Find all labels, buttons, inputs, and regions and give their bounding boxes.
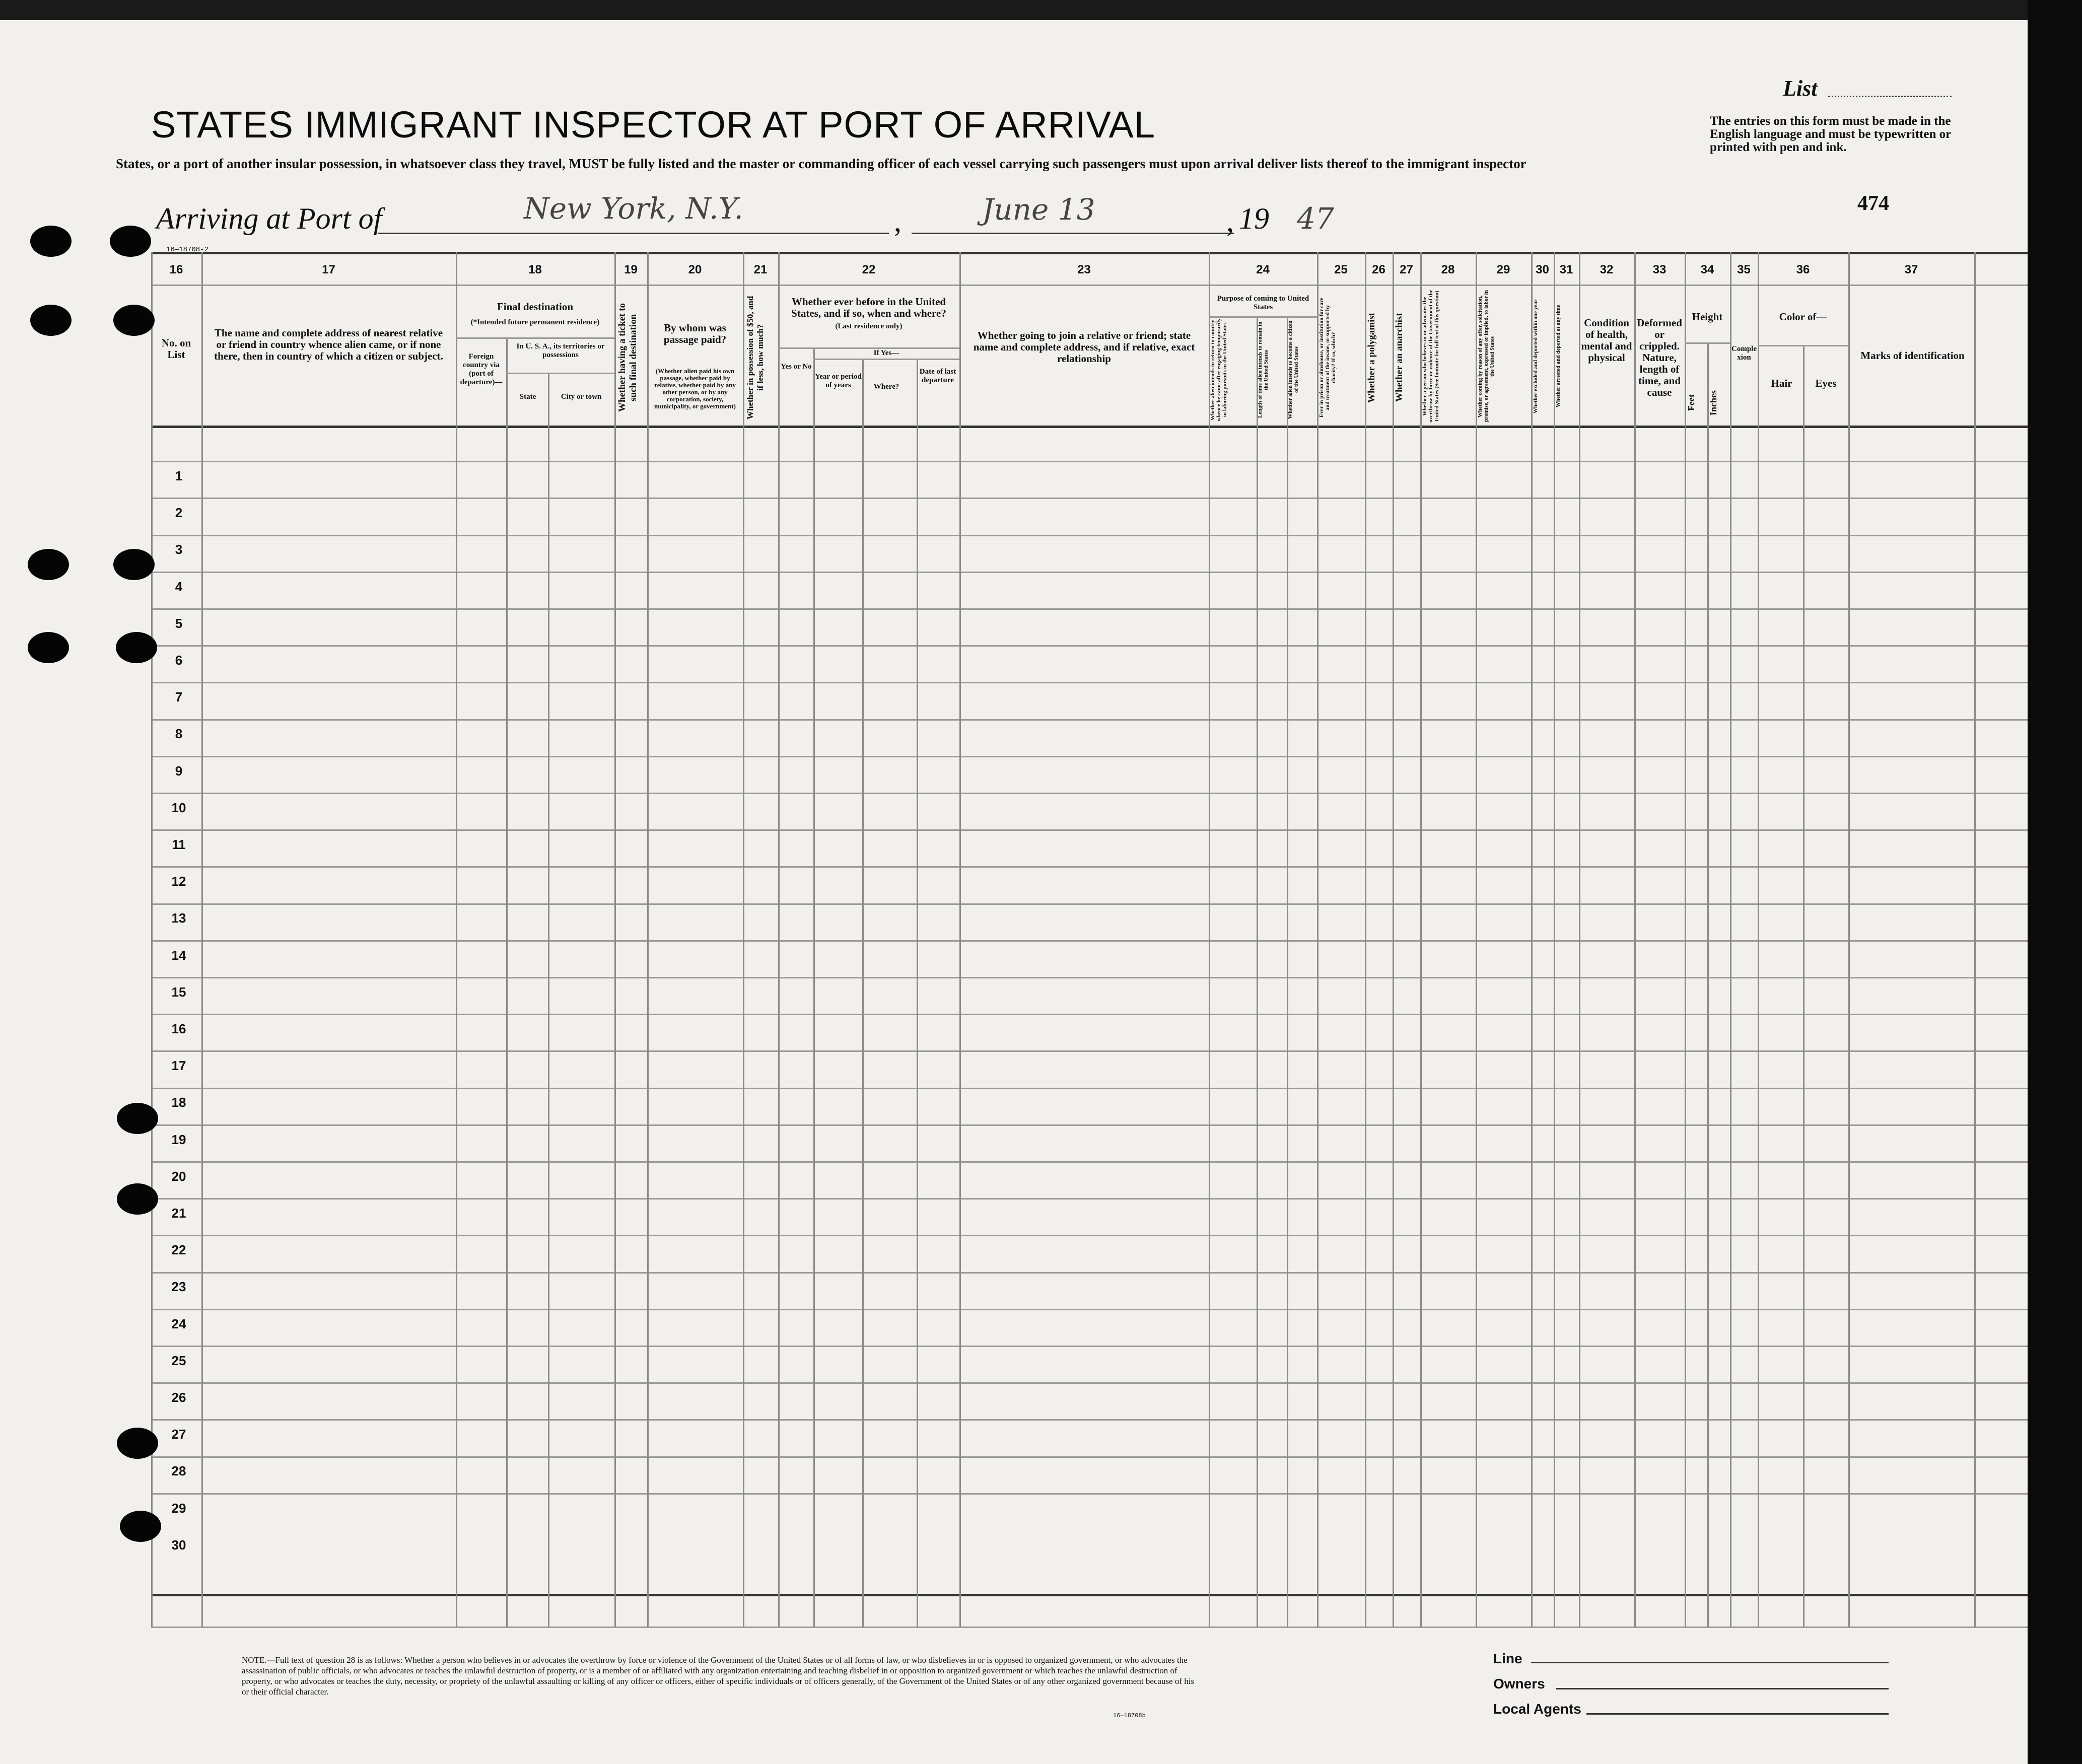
row-number: 11 (172, 837, 186, 852)
row-line (151, 572, 2028, 573)
row-line (151, 1235, 2028, 1236)
table-footer-line (151, 1627, 2028, 1628)
row-number: 19 (171, 1132, 186, 1147)
colnum-31: 31 (1559, 263, 1573, 276)
colnum-32: 32 (1600, 263, 1614, 276)
column-line (743, 252, 744, 1627)
row-number: 12 (171, 874, 186, 889)
header-purpose: Purpose of coming to United States (1217, 295, 1309, 311)
header-where: Where? (873, 383, 899, 391)
colnum-19: 19 (624, 263, 638, 276)
question-28-note: NOTE.—Full text of question 28 is as follows: Whether a person who believes in or advocates the overthrow by force or violence of the Government of the United States or of all forms of law, or who disbelieves in or is opposed to organized government, or who advocates the assassination of public officials, or who advocates or teaches the unlawful destruction of property, or is a member of or affiliated with any organization entertaining and teaching disbelief in or opposition to organized government or which teaches the unlawful destruction of property, or who advocates or teaches the duty, necessity, or propriety of the unlawful assaulting or killing of any officer or officers, either of specific individuals or of officers generally, of the Government of the United States or of any other organized government because of his or their official character. (242, 1655, 1195, 1697)
table-top-border (151, 252, 2028, 254)
column-line (1531, 252, 1533, 1627)
column-line (1209, 252, 1210, 1627)
row-line (151, 535, 2028, 536)
punch-hole (120, 1511, 161, 1542)
punch-hole (116, 632, 157, 663)
row-number: 1 (175, 468, 183, 483)
header-overthrow: Whether a person who believes in or advocates the overthrow by force or violence of the Government of the United States (See footnote for full text of this question) (1422, 290, 1440, 423)
list-label: List (1783, 76, 1818, 101)
sub-column-line (1257, 316, 1258, 1627)
header-date-last: Date of last departure (919, 368, 956, 384)
row-line (151, 682, 2028, 683)
row-line (151, 645, 2028, 647)
comma: , (1226, 204, 1234, 238)
header-ticket: Whether having a ticket to such final destination (617, 303, 639, 412)
row-number: 28 (171, 1463, 186, 1479)
colnum-26: 26 (1372, 263, 1385, 276)
header-final-destination: Final destination (497, 301, 574, 313)
punch-hole (117, 1103, 158, 1134)
column-line (1420, 252, 1422, 1627)
row-line (151, 1346, 2028, 1347)
column-line (1393, 252, 1394, 1627)
sub-column-line (862, 359, 864, 1627)
column-line (1685, 252, 1686, 1627)
row-number: 6 (175, 653, 183, 668)
colnum-34: 34 (1700, 263, 1714, 276)
line-label: Line (1493, 1651, 1522, 1666)
punch-hole (117, 1428, 158, 1459)
header-purpose-return: Whether alien intends to return to country whence he came after engaging temporarily in laboring pursuits in the United States (1210, 318, 1228, 421)
row-number: 25 (171, 1353, 186, 1368)
header-color-of: Color of— (1779, 311, 1827, 323)
c18-sub-line (456, 337, 614, 339)
column-line (1317, 252, 1318, 1627)
colnum-35: 35 (1737, 263, 1751, 276)
c34-sub-line (1685, 342, 1730, 344)
colnum-29: 29 (1496, 263, 1510, 276)
punch-hole (30, 226, 72, 257)
row-line (151, 1014, 2028, 1015)
column-line (1730, 252, 1731, 1627)
row-line (151, 1419, 2028, 1421)
year-suffix[interactable]: 47 (1297, 201, 1334, 236)
column-line (456, 252, 457, 1627)
header-nearest-relative: The name and complete address of nearest relative or friend in country whence alien came, or if none there, then in country of which a citizen or subject. (214, 327, 443, 362)
row-line (151, 1161, 2028, 1163)
colnum-30: 30 (1536, 263, 1549, 276)
row-line (151, 1309, 2028, 1310)
c22-sub-line (813, 359, 959, 360)
header-join-relative: Whether going to join a relative or friend; state name and complete address, and if relative, exact relationship (973, 329, 1195, 365)
row-number: 18 (171, 1095, 186, 1110)
header-period: Year or period of years (815, 373, 862, 389)
row-number: 26 (171, 1390, 186, 1405)
colnum-24: 24 (1256, 263, 1270, 276)
row-number: 5 (175, 615, 183, 631)
row-number: 9 (175, 763, 183, 779)
row-number: 8 (175, 726, 183, 742)
sub-column-line (917, 359, 918, 1627)
date-underline (912, 233, 1234, 234)
column-line (614, 252, 616, 1627)
header-if-yes: If Yes— (873, 349, 899, 357)
header-final-destination-note: (*Intended future permanent residence) (470, 318, 600, 326)
entry-notice: The entries on this form must be made in the English language and must be typewritten or printed with pen and ink. (1710, 114, 1951, 154)
row-line (151, 903, 2028, 905)
column-line (647, 252, 649, 1627)
column-line (201, 252, 203, 1627)
year-prefix: 19 (1239, 202, 1269, 235)
punch-hole (28, 632, 69, 663)
column-line (1974, 252, 1976, 1627)
punch-hole (28, 549, 69, 580)
table-bottom-border (151, 1594, 2028, 1596)
row-line (151, 461, 2028, 462)
list-number-field[interactable] (1828, 96, 1952, 97)
owners-field[interactable] (1556, 1688, 1889, 1689)
c18-sub-line (506, 373, 614, 374)
row-number: 27 (171, 1427, 186, 1442)
line-field[interactable] (1531, 1662, 1889, 1663)
form-code: 16—18708-2 (166, 246, 209, 254)
row-number: 10 (171, 800, 186, 815)
row-number: 29 (171, 1500, 186, 1516)
row-line (151, 498, 2028, 499)
c36-sub-line (1758, 345, 1848, 346)
header-arrested: Whether arrested and deported at any time (1555, 305, 1561, 408)
row-line (151, 1088, 2028, 1089)
row-number: 21 (171, 1206, 186, 1221)
comma: , (894, 204, 901, 238)
colnum-22: 22 (862, 263, 876, 276)
colnum-37: 37 (1904, 263, 1918, 276)
row-number: 24 (171, 1316, 186, 1331)
local-agents-label: Local Agents (1493, 1701, 1581, 1717)
header-deformed: Deformed or crippled. Nature, length of time, and cause (1637, 317, 1682, 398)
row-line (151, 1272, 2028, 1274)
column-number-divider (151, 285, 2028, 286)
header-state: State (519, 393, 536, 401)
page-number: 474 (1857, 192, 1889, 215)
colnum-23: 23 (1077, 263, 1091, 276)
punch-hole (113, 305, 155, 336)
colnum-16: 16 (169, 263, 183, 276)
sub-column-line (506, 337, 508, 1627)
scan-top-edge (0, 0, 2028, 20)
row-line (151, 608, 2028, 610)
arrival-date-value[interactable]: June 13 (982, 192, 1095, 227)
form-title: STATES IMMIGRANT INSPECTOR AT PORT OF ARRIVAL (151, 104, 1156, 146)
punch-hole (113, 549, 155, 580)
sub-column-line (813, 347, 815, 1627)
column-line (1365, 252, 1366, 1627)
header-yes-no: Yes or No (781, 363, 812, 371)
header-polygamist: Whether a polygamist (1366, 312, 1377, 403)
row-number: 20 (171, 1168, 186, 1184)
sub-column-line (1803, 345, 1805, 1627)
colnum-25: 25 (1334, 263, 1348, 276)
header-purpose-citizen: Whether alien intends to become a citizen of the United States (1287, 320, 1299, 419)
header-offer-labor: Whether coming by reason of any offer, solicitation, promise, or agreement, expressed or implied, to labor in the United States (1477, 290, 1495, 422)
colnum-36: 36 (1796, 263, 1810, 276)
row-line (151, 719, 2028, 721)
header-complexion: Complexion (1731, 345, 1757, 362)
column-line (1758, 252, 1759, 1627)
arrival-port-value[interactable]: New York, N.Y. (524, 191, 743, 226)
colnum-18: 18 (528, 263, 542, 276)
column-line (1848, 252, 1850, 1627)
header-inches: Inches (1708, 390, 1718, 416)
row-number: 13 (171, 910, 186, 926)
row-number: 22 (171, 1242, 186, 1258)
row-line (151, 756, 2028, 757)
row-line (151, 1124, 2028, 1126)
row-number: 4 (175, 579, 183, 594)
row-number: 17 (171, 1058, 186, 1074)
sub-column-line (1707, 342, 1709, 1627)
punch-hole (30, 305, 72, 336)
column-line (151, 252, 153, 1627)
form-subtitle: States, or a port of another insular possession, in whatsoever class they travel, MUST be fully listed and the master or commanding officer of each vessel carrying such passengers must upon arrival deliver lists thereof to the immigrant inspector (116, 156, 1526, 171)
row-line (151, 866, 2028, 868)
row-line (151, 1493, 2028, 1495)
column-line (1634, 252, 1636, 1627)
colnum-17: 17 (322, 263, 335, 276)
row-line (151, 1050, 2028, 1052)
row-line (151, 793, 2028, 794)
note-form-code: 16—18708b (1113, 1712, 1146, 1719)
colnum-21: 21 (753, 263, 768, 276)
row-line (151, 1382, 2028, 1384)
row-number: 14 (171, 947, 186, 963)
row-number: 16 (171, 1021, 186, 1036)
column-line (959, 252, 961, 1627)
punch-hole (117, 1183, 158, 1215)
header-purpose-length: Length of time alien intends to remain in the United States (1257, 321, 1269, 418)
header-feet: Feet (1686, 394, 1696, 411)
row-number: 7 (175, 689, 183, 705)
header-bottom-border (151, 426, 2028, 428)
row-number: 30 (171, 1537, 186, 1553)
colnum-33: 33 (1652, 263, 1667, 276)
column-line (1554, 252, 1555, 1627)
header-no-on-list: No. on List (161, 337, 191, 361)
header-prison: Ever in prison or almshouse, or institution for care and treatment of the insane, or supported by charity? If so, which? (1318, 298, 1337, 417)
column-line (1476, 252, 1477, 1627)
header-city: City or town (561, 393, 602, 401)
header-passage-paid: By whom was passage paid? (663, 322, 727, 345)
colnum-28: 28 (1441, 263, 1455, 276)
owners-label: Owners (1493, 1676, 1545, 1691)
arrival-port-label: Arriving at Port of (156, 202, 382, 235)
header-height: Height (1692, 311, 1723, 323)
header-ever-before-note: (Last residence only) (835, 322, 903, 330)
sub-column-line (1287, 316, 1288, 1627)
colnum-27: 27 (1400, 263, 1413, 276)
header-marks: Marks of identification (1860, 349, 1965, 362)
header-condition: Condition of health, mental and physical (1581, 317, 1632, 364)
port-underline (378, 233, 889, 234)
header-in-usa: In U. S. A., its territories or possessions (516, 342, 605, 359)
local-agents-field[interactable] (1586, 1713, 1889, 1715)
row-line (151, 829, 2028, 831)
row-line (151, 1456, 2028, 1458)
row-number: 23 (171, 1279, 186, 1295)
header-anarchist: Whether an anarchist (1394, 313, 1405, 402)
header-hair: Hair (1771, 377, 1792, 389)
header-excluded: Whether excluded and deported within one year (1533, 299, 1539, 413)
row-line (151, 940, 2028, 942)
column-line (778, 252, 780, 1627)
punch-hole (110, 226, 151, 257)
row-number: 3 (175, 542, 183, 557)
row-line (151, 1198, 2028, 1199)
c24-sub-line (1209, 316, 1317, 318)
colnum-20: 20 (688, 263, 702, 276)
header-passage-paid-note: (Whether alien paid his own passage, whether paid by relative, whether paid by any other person, or by any corporation, society, municipality, or government) (654, 367, 736, 410)
header-foreign-country: Foreign country via (port of departure)— (460, 352, 503, 386)
row-number: 15 (171, 984, 186, 1000)
column-line (1579, 252, 1580, 1627)
header-possession-50: Whether in possession of $50, and if less, how much? (745, 296, 765, 419)
header-eyes: Eyes (1815, 377, 1837, 389)
row-line (151, 977, 2028, 978)
header-ever-before: Whether ever before in the United States, and if so, when and where? (791, 296, 946, 319)
sub-column-line (548, 373, 549, 1627)
row-number: 2 (175, 505, 183, 521)
